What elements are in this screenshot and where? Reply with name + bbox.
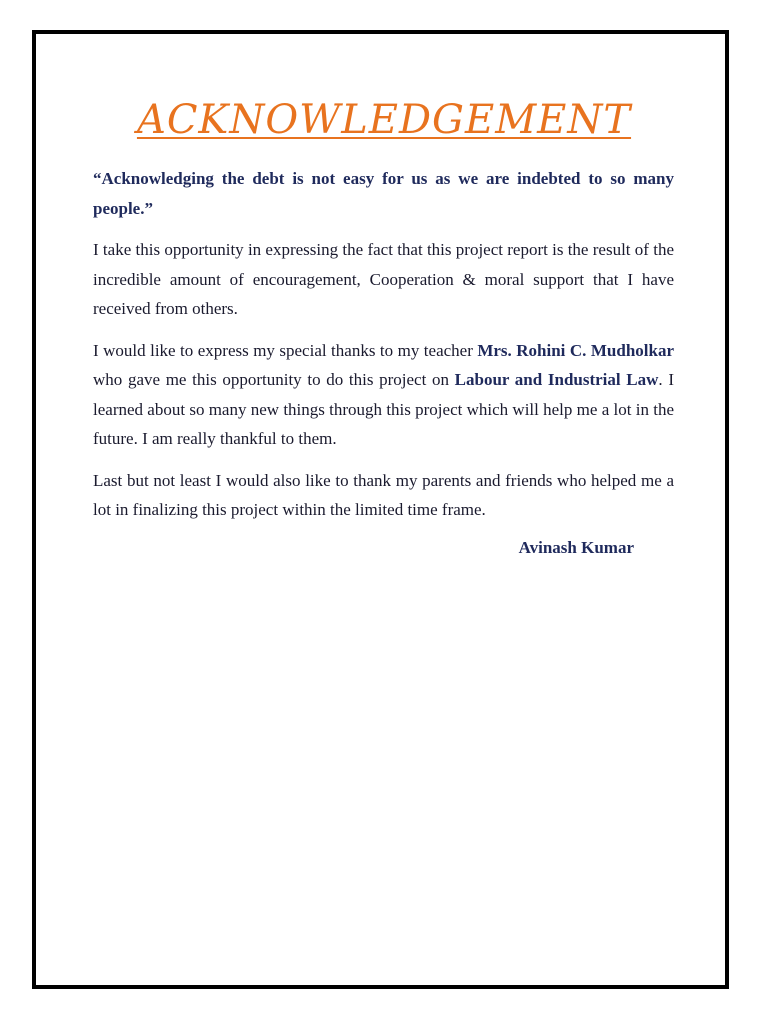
- paragraph-2-part-2: who gave me this opportunity to do this project on: [93, 370, 455, 389]
- opening-quote: “Acknowledging the debt is not easy for us as we are indebted to so many people.”: [93, 169, 674, 218]
- paragraph-1: I take this opportunity in expressing the fact that this project report is the result of the incredible amount of encouragement, Cooperation & moral support that I have received from others.: [93, 240, 674, 318]
- signature: Avinash Kumar: [518, 538, 634, 557]
- paragraph-2: [93, 336, 674, 454]
- document-title: ACKNOWLEDGEMENT: [136, 97, 632, 143]
- teacher-name: Mrs. Rohini C. Mudholkar: [477, 340, 674, 360]
- paragraph-3: Last but not least I would also like to thank my parents and friends who helped me a lot in finalizing this project within the limited time frame.: [93, 470, 674, 519]
- project-subject: Labour and Industrial Law: [454, 370, 659, 389]
- document-body: [93, 164, 674, 537]
- paragraph-2-part-3: . I learned about so many new things through this project which will help me a lot in the future. I am really thankful to them.: [93, 370, 674, 448]
- paragraph-2-part-1: I would like to express my special thanks to my teacher: [93, 340, 478, 360]
